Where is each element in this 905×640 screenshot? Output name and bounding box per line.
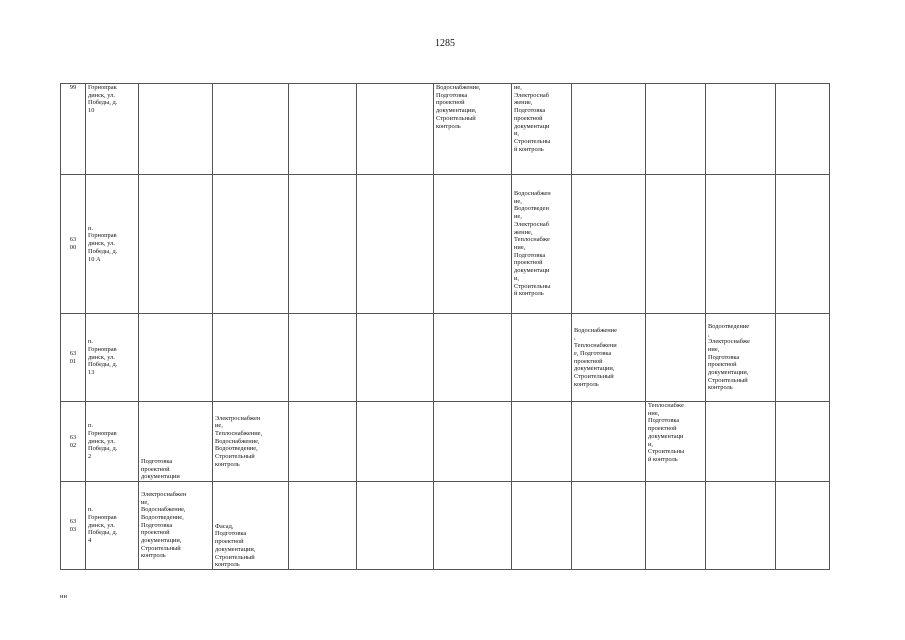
table-cell <box>776 402 830 482</box>
table-row <box>61 314 830 402</box>
table-cell <box>357 482 434 570</box>
table-cell <box>646 175 706 314</box>
table-cell <box>706 402 776 482</box>
table-cell <box>213 175 289 314</box>
address-cell: п. Горноправ динск, ул. Победы, д. 10 А <box>86 175 139 314</box>
table-cell <box>434 175 512 314</box>
table-cell: Электроснабжен ие, Водоснабжение, Водоотведение, Подготовка проектной документации, Строительный контроль <box>139 482 213 570</box>
table-row <box>61 402 830 482</box>
table-row <box>61 175 830 314</box>
table-cell <box>572 84 646 175</box>
table-cell <box>213 84 289 175</box>
table-cell <box>646 482 706 570</box>
table-cell <box>646 314 706 402</box>
table-row <box>61 84 830 175</box>
table-cell <box>139 84 213 175</box>
row-number-cell: 63 00 <box>61 175 86 314</box>
table-cell <box>776 314 830 402</box>
table-cell <box>434 482 512 570</box>
page-number: 1285 <box>435 38 455 49</box>
table-cell <box>706 482 776 570</box>
table-cell <box>289 482 357 570</box>
table-cell <box>139 314 213 402</box>
table-cell <box>357 84 434 175</box>
table-cell <box>646 84 706 175</box>
table-cell <box>289 84 357 175</box>
address-cell: п. Горноправ динск, ул. Победы, д. 2 <box>86 402 139 482</box>
table-cell <box>139 175 213 314</box>
table-cell <box>289 402 357 482</box>
table-cell <box>572 175 646 314</box>
table-cell: Фасад, Подготовка проектной документации, Строительный контроль <box>213 482 289 570</box>
table-cell <box>512 402 572 482</box>
row-number-cell: 63 03 <box>61 482 86 570</box>
table-cell <box>706 175 776 314</box>
row-number-cell: 99 <box>61 84 86 175</box>
table-cell: Водоотведение , Электроснабже ние, Подготовка проектной документации, Строительный контроль <box>706 314 776 402</box>
row-number-cell: 63 02 <box>61 402 86 482</box>
table-cell <box>706 84 776 175</box>
address-cell: п. Горноправ динск, ул. Победы, д. 13 <box>86 314 139 402</box>
table-cell <box>572 402 646 482</box>
table-cell <box>289 175 357 314</box>
table-cell: Электроснабжен ие, Теплоснабжение, Водоснабжение, Водоотведение, Строительный контроль <box>213 402 289 482</box>
table-cell <box>434 402 512 482</box>
address-cell: Горнопрак динск, ул. Победы, д. 10 <box>86 84 139 175</box>
table-cell <box>776 84 830 175</box>
table-cell <box>289 314 357 402</box>
table-cell <box>512 314 572 402</box>
table-cell <box>512 482 572 570</box>
table-cell: Водоснабжение , Теплоснабжени е, Подготовка проектной документации, Строительный контроль <box>572 314 646 402</box>
table-cell <box>434 314 512 402</box>
table-cell <box>776 175 830 314</box>
table-cell: Водоснабжен ие, Водоотведен ие, Электроснаб жение, Теплоснабже ние, Подготовка проектной документаци и, Строительны й контроль <box>512 175 572 314</box>
table-cell <box>357 314 434 402</box>
repair-works-table <box>60 83 830 570</box>
table-cell <box>357 175 434 314</box>
table-cell <box>776 482 830 570</box>
footer-mark: нн <box>60 593 67 600</box>
table-cell <box>213 314 289 402</box>
table-cell: ие, Электроснаб жение, Подготовка проектной документаци и, Строительны й контроль <box>512 84 572 175</box>
table-cell: Водоснабжение, Подготовка проектной документации, Строительный контроль <box>434 84 512 175</box>
table-cell <box>357 402 434 482</box>
table-cell: Теплоснабже ние, Подготовка проектной документаци и, Строительны й контроль <box>646 402 706 482</box>
row-number-cell: 63 01 <box>61 314 86 402</box>
table-cell <box>572 482 646 570</box>
address-cell: п. Горноправ динск, ул. Победы, д. 4 <box>86 482 139 570</box>
table-cell: Подготовка проектной документации <box>139 402 213 482</box>
table-row <box>61 482 830 570</box>
